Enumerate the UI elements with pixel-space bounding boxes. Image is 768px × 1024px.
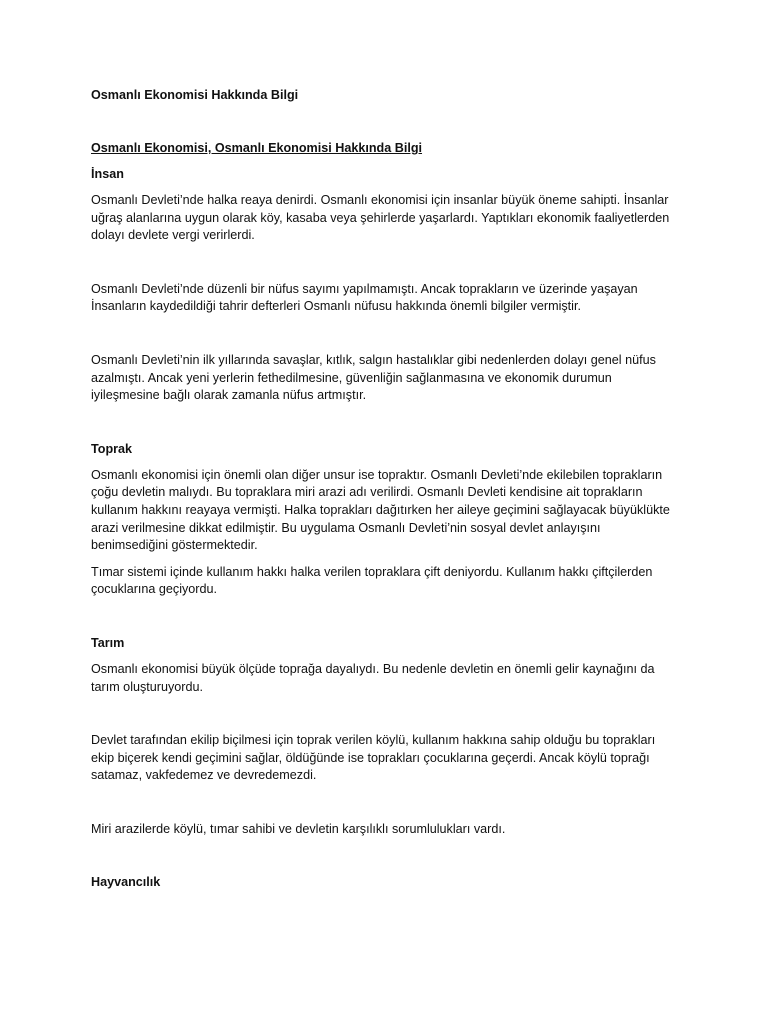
paragraph: Tımar sistemi içinde kullanım hakkı halka verilen topraklara çift deniyordu. Kullanım hakkı çiftçilerden çocuklarına geçiyordu. xyxy=(91,564,653,597)
document-title: Osmanlı Ekonomisi Hakkında Bilgi xyxy=(91,88,299,102)
section-heading-tarim: Tarım xyxy=(91,635,125,650)
paragraph: Devlet tarafından ekilip biçilmesi için toprak verilen köylü, kullanım hakkına sahip olduğu bu toprakları ekip biçerek kendi geçimini sağlar, öldüğünde ise toprakları çocuklarına geçerdi. Ancak köylü toprağı satamaz, vakfedemez ve devredemezdi. xyxy=(91,733,656,783)
paragraph: Miri arazilerde köylü, tımar sahibi ve devletin karşılıklı sorumlulukları vardı. xyxy=(91,821,506,836)
paragraph: Osmanlı ekonomisi büyük ölçüde toprağa dayalıydı. Bu nedenle devletin en önemli gelir kaynağını da tarım oluşturuyordu. xyxy=(91,661,655,694)
section-heading-insan: İnsan xyxy=(91,167,124,181)
document-subtitle: Osmanlı Ekonomisi, Osmanlı Ekonomisi Hakkında Bilgi xyxy=(91,141,423,155)
paragraph: Osmanlı Devleti’nde halka reaya denirdi. Osmanlı ekonomisi için insanlar büyük öneme sahipti. İnsanlar uğraş alanlarına uygun olarak köy, kasaba veya şehirlerde yaşarlardı. Yaptıkları ekonomik faaliyetlerden dolayı devlete vergi verirlerdi. xyxy=(91,193,670,243)
paragraph: Osmanlı Devleti’nin ilk yıllarında savaşlar, kıtlık, salgın hastalıklar gibi nedenlerden dolayı genel nüfus azalmıştı. Ancak yeni yerlerin fethedilmesine, güvenliğin sağlanmasına ve ekonomik durumun iyileşmesine bağlı olarak zamanla nüfus artmıştır. xyxy=(91,352,656,403)
section-heading-hayvancilik: Hayvancılık xyxy=(91,875,161,890)
section-heading-toprak: Toprak xyxy=(91,441,133,456)
document-body xyxy=(91,140,681,900)
paragraph: Osmanlı ekonomisi için önemli olan diğer unsur ise topraktır. Osmanlı Devleti’nde ekilebilen toprakların çoğu devletin malıydı. Bu topraklara miri arazi adı verilirdi. Osmanlı Devleti kendisine ait toprakların kullanım hakkını reayaya vermişti. Halka toprakları dağıtırken her aileye geçimini sağlayacak büyüklükte arazi verilmesine dikkat edilmiştir. Bu uygulama Osmanlı Devleti’nin sosyal devlet anlayışını benimsediğini göstermektedir. xyxy=(91,467,670,553)
paragraph: Osmanlı Devleti’nde düzenli bir nüfus sayımı yapılmamıştı. Ancak toprakların ve üzerinde yaşayan İnsanların kaydedildiği tahrir defterleri Osmanlı nüfusu hakkında önemli bilgiler vermiştir. xyxy=(91,281,638,314)
